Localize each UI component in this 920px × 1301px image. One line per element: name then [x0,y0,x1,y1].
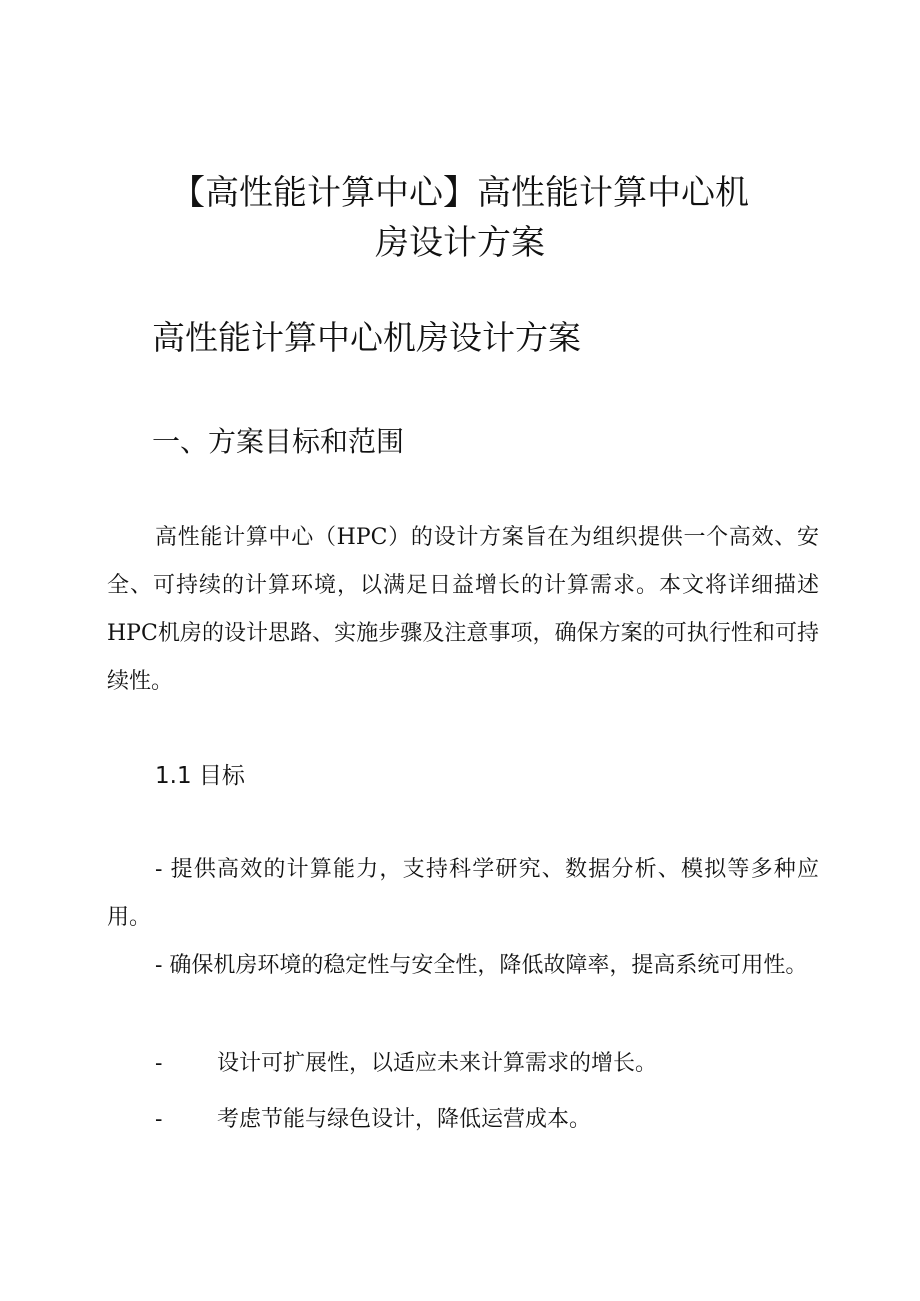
list-item [107,942,819,990]
sub-heading: 1.1 目标 [155,763,245,789]
list-item [155,1040,657,1088]
bullet-text: 提供高效的计算能力，支持科学研究、数据分析、模拟等多种应用。 [107,857,819,930]
intro-paragraph: 高性能计算中心（HPC）的设计方案旨在为组织提供一个高效、安全、可持续的计算环境，以满足日益增长的计算需求。本文将详细描述HPC机房的设计思路、实施步骤及注意事项，确保方案的可执行性和可持续性。 [107,525,819,694]
document-title-line-2: 房设计方案 [375,223,545,263]
bullet-dash: - [155,953,163,978]
list-item [155,1096,591,1144]
list-item [107,846,819,942]
document-title-line-1: 【高性能计算中心】高性能计算中心机 [171,173,749,213]
bullet-text: 考虑节能与绿色设计，降低运营成本。 [217,1107,592,1132]
bullet-dash: - [155,857,163,882]
section-heading: 一、方案目标和范围 [152,425,405,458]
bullet-text: 确保机房环境的稳定性与安全性，降低故障率，提高系统可用性。 [162,953,808,978]
main-heading: 高性能计算中心机房设计方案 [152,318,581,357]
bullet-text: 设计可扩展性，以适应未来计算需求的增长。 [217,1051,658,1076]
bullet-dash: - [155,1107,163,1132]
bullet-dash: - [155,1051,163,1076]
